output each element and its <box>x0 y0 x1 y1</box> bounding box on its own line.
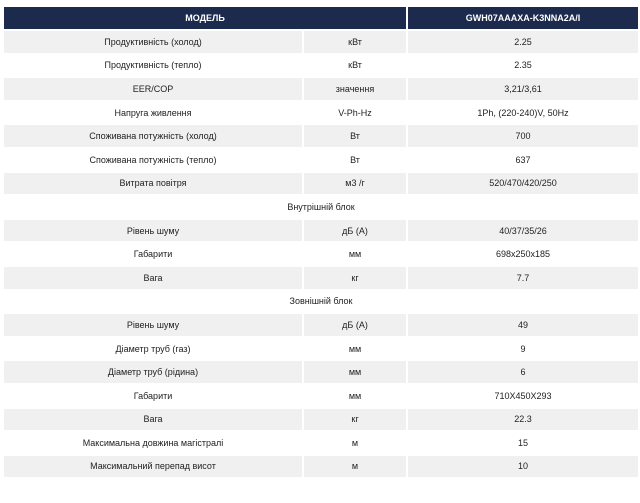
value-cell: 637 <box>408 149 638 171</box>
unit-cell: кг <box>304 409 406 431</box>
value-cell: 6 <box>408 361 638 383</box>
param-name-cell: Споживана потужність (холод) <box>4 125 302 147</box>
section-title: Зовнішній блок <box>4 291 638 313</box>
table-row <box>4 409 638 431</box>
table-row <box>4 78 638 100</box>
unit-cell: кг <box>304 267 406 289</box>
value-cell: 10 <box>408 456 638 478</box>
param-name-cell: Витрата повітря <box>4 173 302 195</box>
value-cell: 9 <box>408 338 638 360</box>
table-row <box>4 31 638 53</box>
param-name-cell: Продуктивність (тепло) <box>4 55 302 77</box>
table-row <box>4 243 638 265</box>
unit-cell: м <box>304 432 406 454</box>
unit-cell: кВт <box>304 55 406 77</box>
unit-cell: кВт <box>304 31 406 53</box>
table-row <box>4 55 638 77</box>
param-name-cell: Максимальна довжина магістралі <box>4 432 302 454</box>
param-name-cell: Продуктивність (холод) <box>4 31 302 53</box>
table-row <box>4 385 638 407</box>
param-name-cell: Діаметр труб (рідина) <box>4 361 302 383</box>
table-row <box>4 102 638 124</box>
param-name-cell: Вага <box>4 409 302 431</box>
value-cell: 2.35 <box>408 55 638 77</box>
param-name-cell: Рівень шуму <box>4 314 302 336</box>
unit-cell: значення <box>304 78 406 100</box>
value-cell: 15 <box>408 432 638 454</box>
table-row <box>4 314 638 336</box>
unit-cell: дБ (А) <box>304 220 406 242</box>
value-cell: 22.3 <box>408 409 638 431</box>
unit-cell: м3 /г <box>304 173 406 195</box>
value-cell: 1Ph, (220-240)V, 50Hz <box>408 102 638 124</box>
table-row <box>4 432 638 454</box>
section-title: Внутрішній блок <box>4 196 638 218</box>
section-header-row <box>4 196 638 218</box>
param-name-cell: EER/COP <box>4 78 302 100</box>
unit-cell: дБ (А) <box>304 314 406 336</box>
spec-table <box>2 5 640 479</box>
table-row <box>4 173 638 195</box>
spec-table-body <box>4 31 638 477</box>
table-header-row <box>4 7 638 29</box>
model-value: GWH07AAAXA-K3NNA2A/I <box>408 7 638 29</box>
value-cell: 3,21/3,61 <box>408 78 638 100</box>
value-cell: 520/470/420/250 <box>408 173 638 195</box>
value-cell: 7.7 <box>408 267 638 289</box>
unit-cell: мм <box>304 385 406 407</box>
unit-cell: V-Ph-Hz <box>304 102 406 124</box>
param-name-cell: Напруга живлення <box>4 102 302 124</box>
table-row <box>4 456 638 478</box>
table-row <box>4 220 638 242</box>
param-name-cell: Діаметр труб (газ) <box>4 338 302 360</box>
table-row <box>4 361 638 383</box>
param-name-cell: Максимальний перепад висот <box>4 456 302 478</box>
unit-cell: мм <box>304 361 406 383</box>
value-cell: 49 <box>408 314 638 336</box>
value-cell: 700 <box>408 125 638 147</box>
value-cell: 698x250x185 <box>408 243 638 265</box>
table-row <box>4 338 638 360</box>
param-name-cell: Рівень шуму <box>4 220 302 242</box>
section-header-row <box>4 291 638 313</box>
value-cell: 710X450X293 <box>408 385 638 407</box>
value-cell: 2.25 <box>408 31 638 53</box>
unit-cell: м <box>304 456 406 478</box>
value-cell: 40/37/35/26 <box>408 220 638 242</box>
table-row <box>4 125 638 147</box>
unit-cell: Вт <box>304 149 406 171</box>
unit-cell: Вт <box>304 125 406 147</box>
unit-cell: мм <box>304 243 406 265</box>
param-name-cell: Габарити <box>4 243 302 265</box>
param-name-cell: Споживана потужність (тепло) <box>4 149 302 171</box>
model-label: МОДЕЛЬ <box>4 7 406 29</box>
table-row <box>4 267 638 289</box>
unit-cell: мм <box>304 338 406 360</box>
param-name-cell: Вага <box>4 267 302 289</box>
table-row <box>4 149 638 171</box>
param-name-cell: Габарити <box>4 385 302 407</box>
